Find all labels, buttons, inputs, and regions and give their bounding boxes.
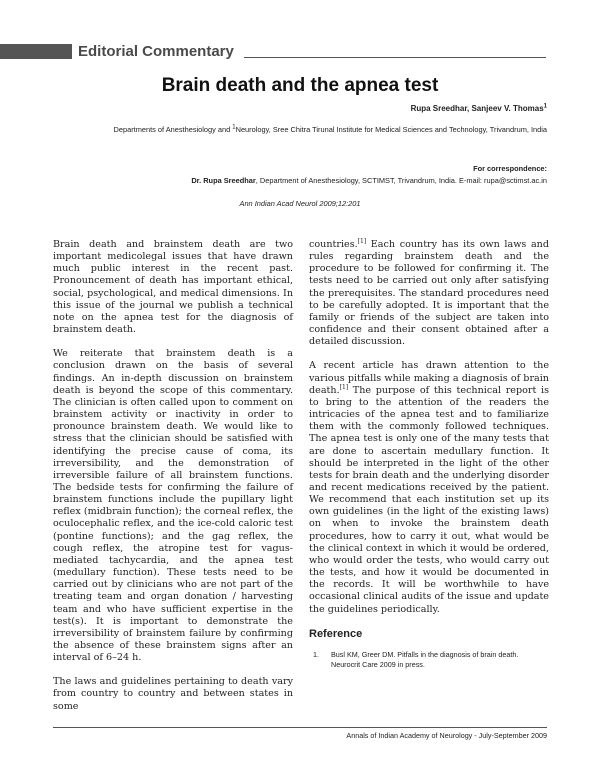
affiliation bbox=[88, 124, 547, 136]
reference-text: Busl KM, Greer DM. Pitfalls in the diagnosis of brain death. Neurocrit Care 2009 in press. bbox=[331, 649, 519, 669]
authors-names: Rupa Sreedhar, Sanjeev V. Thomas bbox=[410, 104, 544, 113]
citation: Ann Indian Acad Neurol 2009;12:201 bbox=[239, 199, 361, 208]
paragraph-4 bbox=[309, 239, 549, 348]
article-title: Brain death and the apnea test bbox=[161, 75, 439, 96]
section-label: Editorial Commentary bbox=[78, 43, 234, 60]
reference-item bbox=[309, 650, 549, 670]
correspondence-name: Dr. Rupa Sreedhar bbox=[191, 176, 256, 185]
left-column bbox=[53, 239, 293, 725]
affiliation-part2: Neurology, Sree Chitra Tirunal Institute for Medical Sciences and Technology, Trivandrum, India bbox=[235, 125, 547, 134]
citation-marker: [1] bbox=[339, 383, 349, 391]
paragraph-5 bbox=[309, 360, 549, 615]
reference-number: 1. bbox=[313, 649, 319, 659]
footer: Annals of Indian Academy of Neurology - July-September 2009 bbox=[346, 731, 547, 740]
affiliation-sup: 1 bbox=[232, 124, 236, 131]
paragraph-5-start: A recent article has drawn attention to the various pitfalls while making a diagnosis of brain death. bbox=[309, 360, 549, 396]
paragraph-3: The laws and guidelines pertaining to death vary from country to country and between states in some bbox=[53, 676, 293, 712]
paragraph-5-rest: The purpose of this technical report is to bring to the attention of the readers the intricacies of the apnea test and to familiarize them with the commonly followed techniques. The apnea test is only one of the many tests that are done to ascertain medullary function. It should be interpreted in the light of the other tests for brain death and the underlying disorder and recent medications received by the patient. We recommend that each institution set up its own guidelines (in the light of the existing laws) on when to invoke the brainstem death procedures, how to carry it out, what would be the clinical context in which it would be ordered, who would order the tests, who would carry out the tests, and how it would be documented in the records. It will be worthwhile to have occasional clinical audits of the issue and update the guidelines periodically. bbox=[309, 384, 549, 615]
paragraph-4-start: countries. bbox=[309, 239, 358, 250]
paragraph-4-rest: Each country has its own laws and rules regarding brainstem death and the procedure to be followed for confirming it. The tests need to be carried out only after satisfying the prerequisites. The standard procedures need to be carefully adopted. It is important that the family or friends of the subject are taken into confidence and their consent obtained after a detailed discussion. bbox=[309, 239, 549, 348]
citation-marker: [1] bbox=[357, 237, 367, 245]
correspondence-details: , Department of Anesthesiology, SCTIMST, Trivandrum, India. E-mail: rupa@sctimst.ac.in bbox=[255, 176, 547, 185]
footer-rule bbox=[53, 727, 547, 728]
paragraph-1: Brain death and brainstem death are two important medicolegal issues that have drawn much public interest in the recent past. Pronouncement of death has important ethical, social, psychological, and medical dimensions. In this issue of the journal we publish a technical note on the apnea test for the diagnosis of brainstem death. bbox=[53, 239, 293, 336]
right-column bbox=[309, 239, 549, 670]
correspondence-heading: For correspondence: bbox=[473, 164, 547, 173]
authors-sup: 1 bbox=[543, 103, 547, 110]
reference-heading: Reference bbox=[309, 627, 363, 640]
paragraph-2: We reiterate that brainstem death is a conclusion drawn on the basis of several findings. An in-depth discussion on brainstem death is beyond the scope of this commentary. The clinician is often called upon to comment on brainstem activity or inactivity in order to pronounce brainstem death. We would like to stress that the clinician should be satisfied with identifying the precise cause of coma, its irreversibility, and the demonstration of irreversible failure of all brainstem functions. The bedside tests for confirming the failure of brainstem functions include the pupillary light reflex (midbrain function); the corneal reflex, the oculocephalic reflex, and the ice-cold caloric test (pontine functions); and the gag reflex, the cough reflex, the atropine test for vagus-mediated tachycardia, and the apnea test (medullary function). These tests need to be carried out by clinicians who are not part of the treating team and organ donation / harvesting team and who have sufficient expertise in the test(s). It is important to demonstrate the irreversibility of brainstem failure by confirming the absence of these brainstem signs after an interval of 6–24 h. bbox=[53, 348, 293, 664]
header-rule bbox=[244, 57, 546, 58]
affiliation-part1: Departments of Anesthesiology and bbox=[113, 125, 233, 134]
header-bar bbox=[0, 44, 72, 59]
authors bbox=[411, 104, 547, 113]
correspondence bbox=[191, 176, 547, 185]
